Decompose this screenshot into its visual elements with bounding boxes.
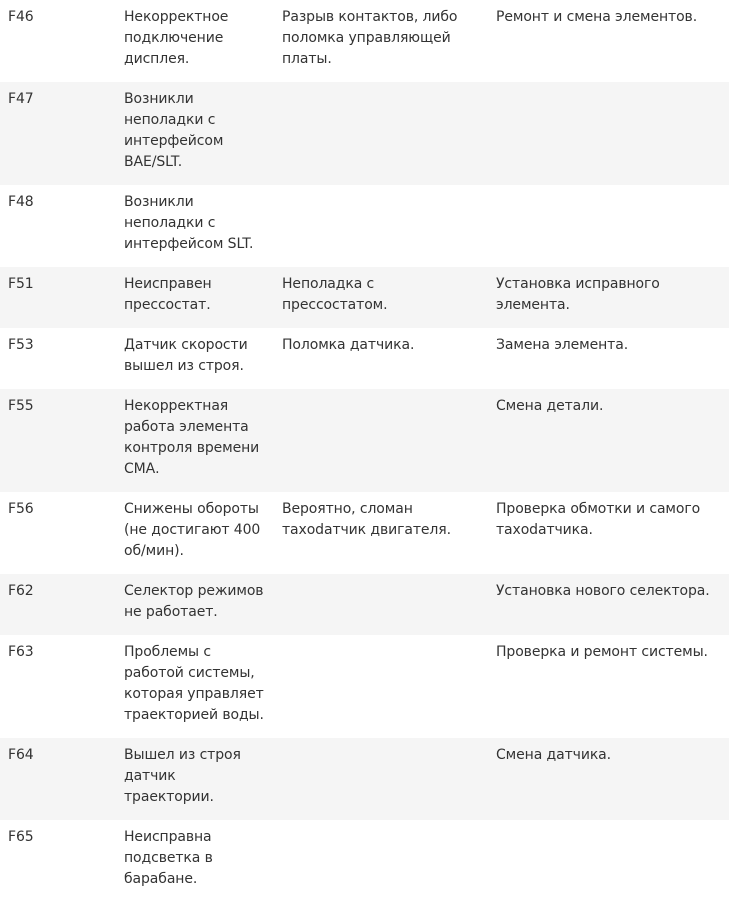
cause-cell: Вероятно, сломан тахodатчик двигателя. <box>274 492 488 574</box>
cause-cell <box>274 82 488 185</box>
cause-cell <box>274 574 488 635</box>
error-code-cell: F63 <box>0 635 116 738</box>
description-cell: Вышел из строя датчик траектории. <box>116 738 274 820</box>
error-code-cell: F64 <box>0 738 116 820</box>
solution-cell: Смена датчика. <box>488 738 729 820</box>
description-cell: Проблемы с работой системы, которая управляет траекторией воды. <box>116 635 274 738</box>
solution-cell <box>488 820 729 902</box>
description-cell: Неисправен прессостат. <box>116 267 274 328</box>
cause-cell <box>274 389 488 492</box>
table-row <box>0 738 729 820</box>
error-code-cell: F56 <box>0 492 116 574</box>
description-cell: Возникли неполадки с интерфейсом BAE/SLT. <box>116 82 274 185</box>
error-code-cell: F46 <box>0 0 116 82</box>
error-code-cell: F51 <box>0 267 116 328</box>
table-row <box>0 0 729 82</box>
error-code-cell: F55 <box>0 389 116 492</box>
description-cell: Некорректное подключение дисплея. <box>116 0 274 82</box>
table-row <box>0 820 729 902</box>
cause-cell: Разрыв контактов, либо поломка управляющей платы. <box>274 0 488 82</box>
solution-cell: Проверка обмотки и самого тахodатчика. <box>488 492 729 574</box>
cause-cell: Поломка датчика. <box>274 328 488 389</box>
description-cell: Неисправна подсветка в барабане. <box>116 820 274 902</box>
table-row <box>0 267 729 328</box>
solution-cell: Ремонт и смена элементов. <box>488 0 729 82</box>
cause-cell <box>274 185 488 267</box>
cause-cell <box>274 635 488 738</box>
description-cell: Датчик скорости вышел из строя. <box>116 328 274 389</box>
solution-cell: Замена элемента. <box>488 328 729 389</box>
solution-cell <box>488 185 729 267</box>
solution-cell: Установка исправного элемента. <box>488 267 729 328</box>
solution-cell: Установка нового селектора. <box>488 574 729 635</box>
table-row <box>0 574 729 635</box>
error-code-cell: F53 <box>0 328 116 389</box>
table-row <box>0 185 729 267</box>
cause-cell <box>274 820 488 902</box>
description-cell: Некорректная работа элемента контроля времени СМА. <box>116 389 274 492</box>
error-code-cell: F47 <box>0 82 116 185</box>
table-row <box>0 492 729 574</box>
cause-cell <box>274 738 488 820</box>
solution-cell: Проверка и ремонт системы. <box>488 635 729 738</box>
solution-cell <box>488 82 729 185</box>
table-row <box>0 328 729 389</box>
table-row <box>0 82 729 185</box>
description-cell: Снижены обороты (не достигают 400 об/мин). <box>116 492 274 574</box>
error-code-cell: F62 <box>0 574 116 635</box>
error-code-cell: F48 <box>0 185 116 267</box>
description-cell: Возникли неполадки с интерфейсом SLT. <box>116 185 274 267</box>
table-row <box>0 389 729 492</box>
error-code-cell: F65 <box>0 820 116 902</box>
cause-cell: Неполадка с прессостатом. <box>274 267 488 328</box>
table-row <box>0 635 729 738</box>
solution-cell: Смена детали. <box>488 389 729 492</box>
description-cell: Селектор режимов не работает. <box>116 574 274 635</box>
